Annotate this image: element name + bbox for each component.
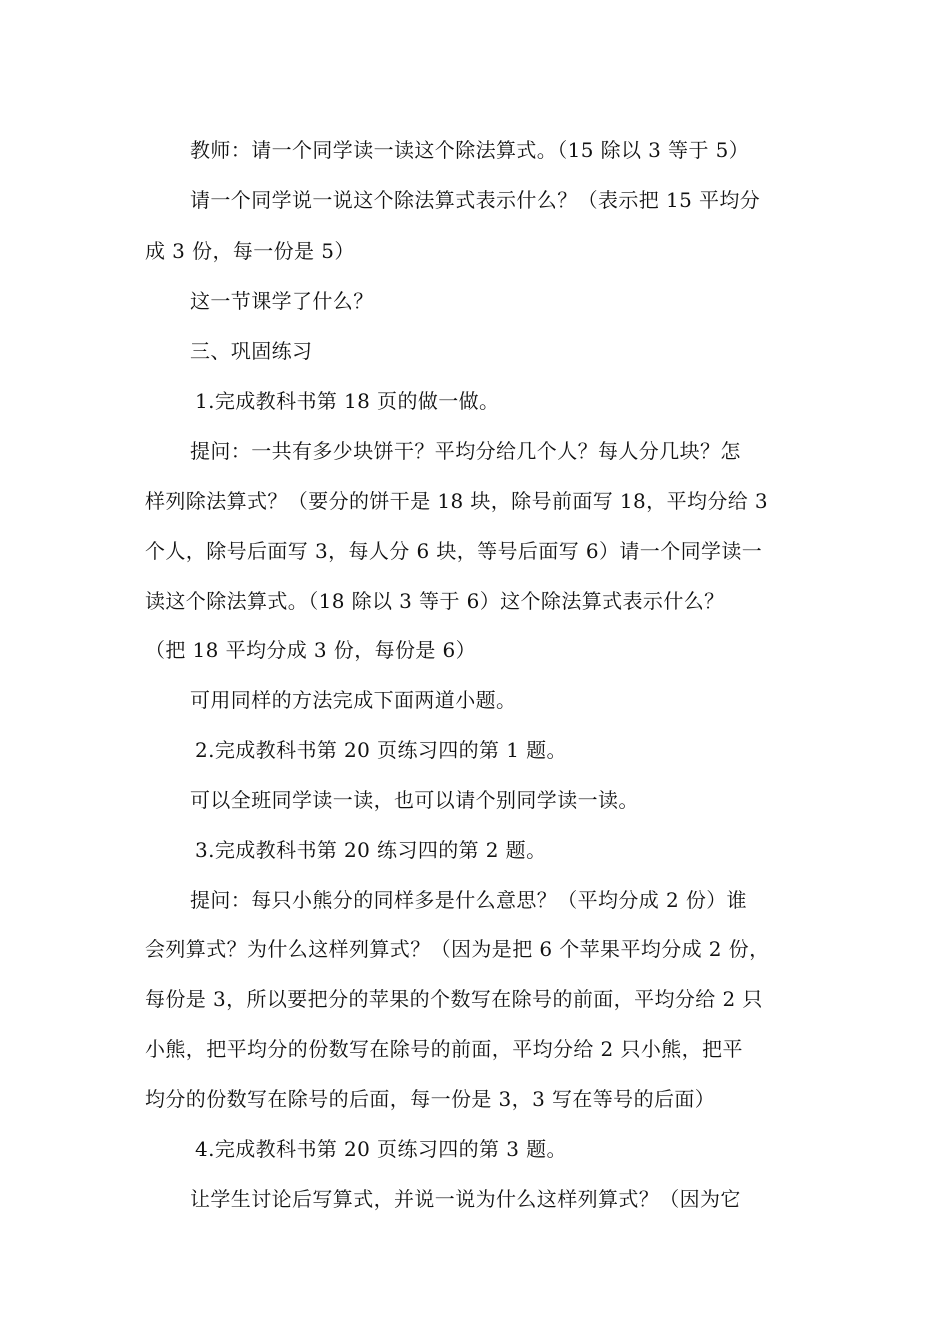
paragraph-line: 会列算式？为什么这样列算式？（因为是把 6 个苹果平均分成 2 份，	[145, 937, 770, 961]
paragraph-line: 样列除法算式？（要分的饼干是 18 块，除号前面写 18，平均分给 3	[145, 489, 769, 513]
paragraph-line: 均分的份数写在除号的后面，每一份是 3，3 写在等号的后面）	[145, 1087, 716, 1111]
paragraph-line: 3.完成教科书第 20 练习四的第 2 题。	[195, 838, 547, 862]
paragraph-line: 这一节课学了什么？	[190, 289, 374, 313]
paragraph-line: 教师：请一个同学读一读这个除法算式。（15 除以 3 等于 5）	[190, 138, 750, 162]
paragraph-line: 4.完成教科书第 20 页练习四的第 3 题。	[195, 1137, 567, 1161]
paragraph-line: 请一个同学说一说这个除法算式表示什么？（表示把 15 平均分	[190, 188, 761, 212]
paragraph-line: 成 3 份，每一份是 5）	[145, 239, 355, 263]
paragraph-line: 读这个除法算式。（18 除以 3 等于 6）这个除法算式表示什么？	[145, 589, 725, 613]
paragraph-line: 每份是 3，所以要把分的苹果的个数写在除号的前面，平均分给 2 只	[145, 987, 763, 1011]
paragraph-line: 小熊，把平均分的份数写在除号的前面，平均分给 2 只小熊，把平	[145, 1037, 743, 1061]
paragraph-line: 提问：每只小熊分的同样多是什么意思？（平均分成 2 份）谁	[190, 888, 748, 912]
paragraph-line: 可用同样的方法完成下面两道小题。	[190, 688, 517, 712]
paragraph-line: 可以全班同学读一读，也可以请个别同学读一读。	[190, 788, 639, 812]
paragraph-line: 2.完成教科书第 20 页练习四的第 1 题。	[195, 738, 567, 762]
paragraph-line: （把 18 平均分成 3 份，每份是 6）	[145, 638, 477, 662]
paragraph-line: 提问：一共有多少块饼干？平均分给几个人？每人分几块？怎	[190, 439, 741, 463]
paragraph-line: 个人，除号后面写 3，每人分 6 块，等号后面写 6）请一个同学读一	[145, 539, 763, 563]
paragraph-line: 让学生讨论后写算式，并说一说为什么这样列算式？（因为它	[190, 1187, 741, 1211]
paragraph-line: 1.完成教科书第 18 页的做一做。	[195, 389, 500, 413]
section-heading: 三、巩固练习	[190, 339, 313, 363]
